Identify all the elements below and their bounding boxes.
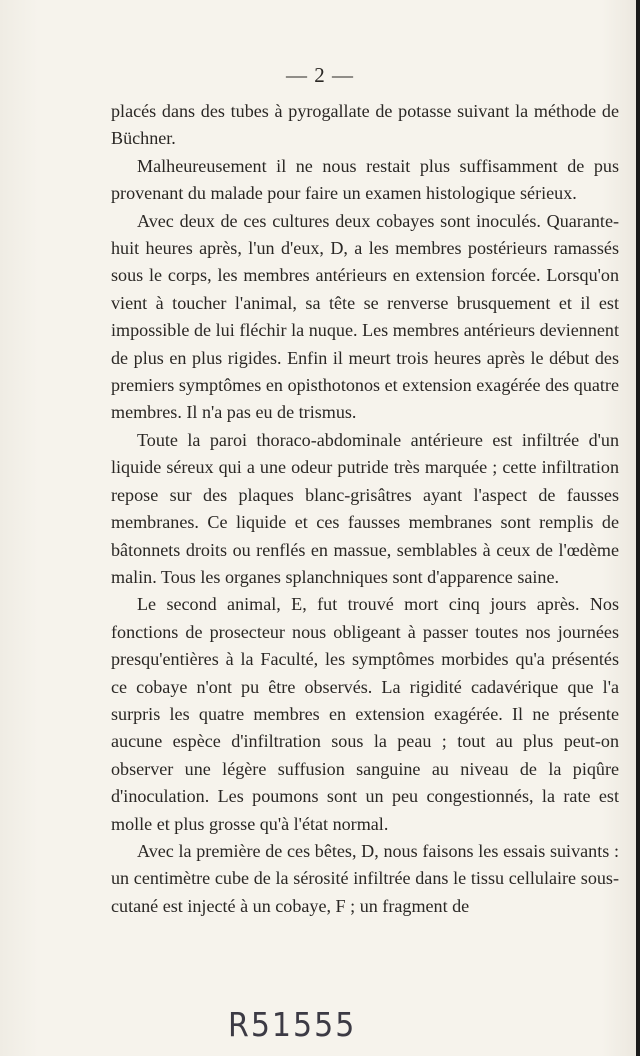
page-edge-shadow [636, 0, 640, 1056]
paragraph-6: Avec la première de ces bêtes, D, nous faisons les essais suivants : un centimètre cube de la sérosité infiltrée dans le tissu cellulaire sous-cutané est injecté à un cobaye, F ; un fragment de [111, 840, 619, 916]
page-number: — 2 — [286, 63, 354, 87]
body-text [111, 98, 619, 920]
paragraph-4: Toute la paroi thoraco-abdominale antérieure est infiltrée d'un liquide séreux qui a une odeur putride très marquée ; cette infiltration repose sur des plaques blanc-grisâtres ayant l'aspect de fausses membranes. Ce liquide et ces fausses membranes sont remplis de bâtonnets droits ou renflés en massue, semblables à ceux de l'œdème malin. Tous les organes splanchniques sont d'apparence saine. [111, 429, 619, 587]
paragraph-3: Avec deux de ces cultures deux cobayes sont inoculés. Quarante-huit heures après, l'un d'eux, D, a les membres postérieurs ramassés sous le corps, les membres antérieurs en extension forcée. Lorsqu'on vient à toucher l'animal, sa tête se renverse brusquement et il est impossible de lui fléchir la nuque. Les membres antérieurs deviennent de plus en plus rigides. Enfin il meurt trois heures après le début des premiers symptômes en opisthotonos et extension exagérée des quatre membres. Il n'a pas eu de trismus. [111, 210, 619, 423]
paragraph-2: Malheureusement il ne nous restait plus suffisamment de pus provenant du malade pour faire un examen histologique sérieux. [111, 155, 619, 204]
paragraph-5: Le second animal, E, fut trouvé mort cinq jours après. Nos fonctions de prosecteur nous obligeant à passer toutes nos journées presqu'entières à la Faculté, les symptômes morbides qu'a présentés ce cobaye n'ont pu être observés. La rigidité cadavérique que l'a surpris les quatre membres en extension exagérée. Il ne présente aucune espèce d'infiltration sous la peau ; tout au plus peut-on observer une légère suffusion sanguine au niveau de la piqûre d'inoculation. Les poumons sont un peu congestionnés, la rate est molle et plus grosse qu'à l'état normal. [111, 594, 619, 834]
paragraph-1: placés dans des tubes à pyrogallate de potasse suivant la méthode de Büchner. [111, 101, 619, 149]
library-stamp: R51555 [228, 1006, 357, 1045]
